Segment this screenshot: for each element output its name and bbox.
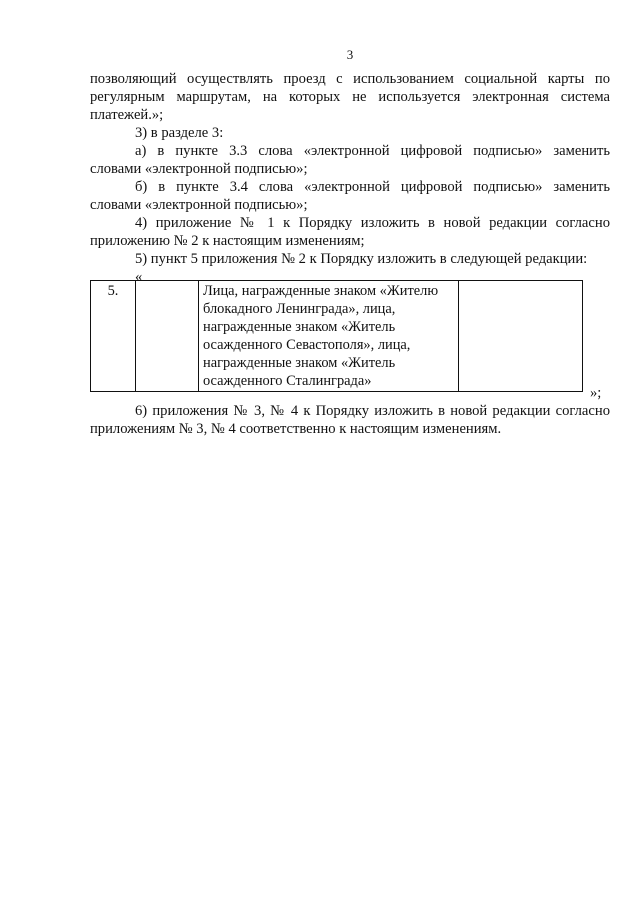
table-row <box>91 281 583 392</box>
amendment-table <box>90 280 583 392</box>
list-item-continuation: словами «электронной подписью»; <box>90 161 308 177</box>
cell-line: Лица, награжденные знаком «Жителю <box>203 283 439 299</box>
cell-line: блокадного Ленинграда», лица, <box>203 301 396 317</box>
cell-line: осажденного Сталинграда» <box>203 373 372 389</box>
final-paragraph <box>90 402 610 438</box>
empty-cell <box>136 281 199 392</box>
text-line: регулярным маршрутам, на которых не используется электронная система <box>90 89 610 105</box>
list-item-continuation: приложениям № 3, № 4 соответственно к настоящим изменениям. <box>90 421 502 437</box>
list-item: б) в пункте 3.4 слова «электронной цифровой подписью» заменить <box>135 179 610 195</box>
list-item: 6) приложения № 3, № 4 к Порядку изложить в новой редакции согласно <box>135 403 610 419</box>
cell-line: осажденного Севастополя», лица, <box>203 337 411 353</box>
empty-cell <box>459 281 583 392</box>
list-item-continuation: словами «электронной подписью»; <box>90 197 308 213</box>
list-item: 3) в разделе 3: <box>135 125 224 141</box>
page-number: 3 <box>346 47 354 62</box>
amendments-list <box>90 124 610 286</box>
text-line: платежей.»; <box>90 107 164 123</box>
list-item: а) в пункте 3.3 слова «электронной цифровой подписью» заменить <box>135 143 610 159</box>
list-item-continuation: приложению № 2 к настоящим изменениям; <box>90 233 365 249</box>
cell-line: награжденные знаком «Житель <box>203 319 396 335</box>
category-description-cell <box>199 281 459 392</box>
opening-quote: « <box>135 269 143 285</box>
list-item: 4) приложение № 1 к Порядку изложить в новой редакции согласно <box>135 215 610 231</box>
row-number-cell: 5. <box>91 281 136 392</box>
closing-quote: »; <box>590 385 602 401</box>
list-item: 5) пункт 5 приложения № 2 к Порядку изложить в следующей редакции: <box>135 251 588 267</box>
cell-line: награжденные знаком «Житель <box>203 355 396 371</box>
text-line: позволяющий осуществлять проезд с использованием социальной карты по <box>90 71 610 87</box>
paragraph-continuation <box>90 70 610 124</box>
